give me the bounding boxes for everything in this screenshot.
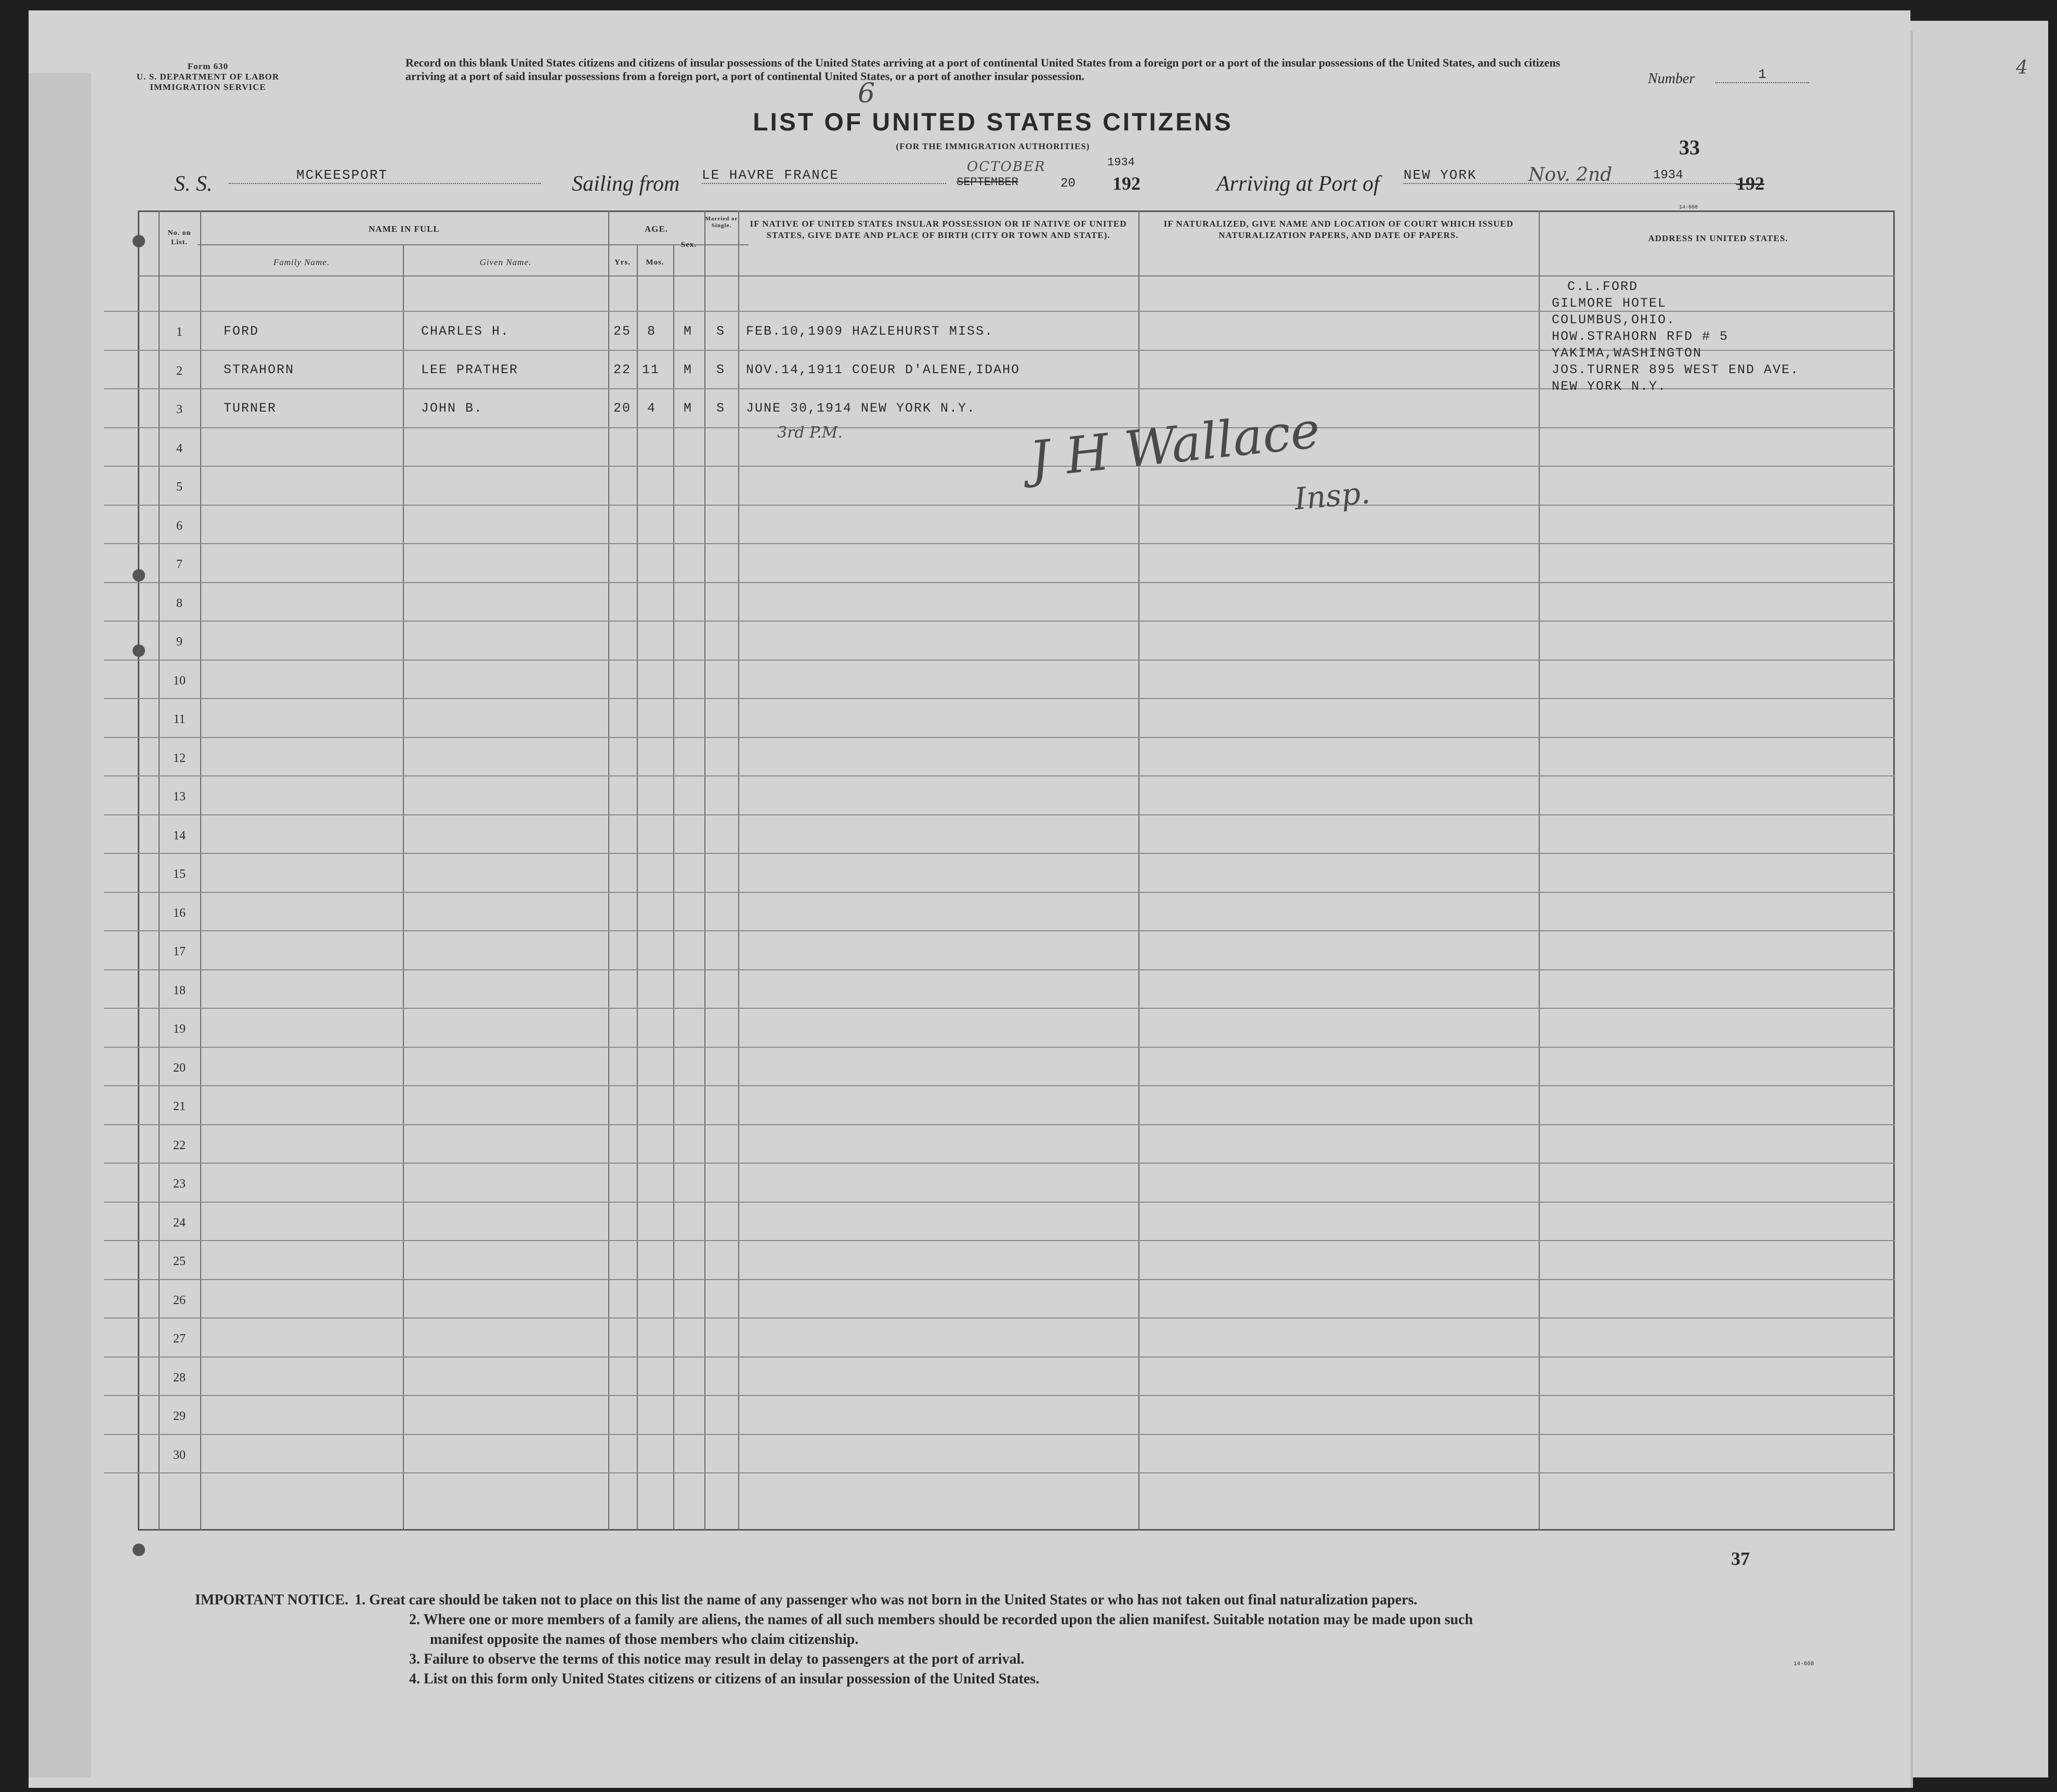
row-line [104,1163,1895,1164]
row-number: 24 [173,1216,186,1230]
notice-item-2: 2. Where one or more members of a family are aliens, the names of all such members should be recorded upon the alien manifest. Suitable notation may be made upon such [409,1612,1473,1628]
row-1-given-name: CHARLES H. [421,324,510,339]
header-yrs: Yrs. [614,258,631,267]
row-number: 30 [173,1448,186,1462]
row-2-family-name: STRAHORN [224,362,295,377]
arrival-year-printed: 192 [1736,173,1764,194]
row-line [104,1395,1895,1396]
handwritten-note: 3rd P.M. [777,424,843,442]
corner-count: 33 [1679,136,1700,159]
row-number: 20 [173,1061,186,1075]
form-code-top: 14-668 [1679,205,1698,210]
row-line [104,1085,1895,1086]
row-number: 25 [173,1255,186,1268]
binding-strip [29,73,91,1777]
row-2-age-years: 22 [613,362,632,377]
row-3-birth: JUNE 30,1914 NEW YORK N.Y. [746,401,976,416]
row-number: 23 [173,1177,186,1191]
inspector-title: Insp. [1293,475,1372,517]
row-line [104,466,1895,467]
notice-item-1: 1. Great care should be taken not to place on this list the name of any passenger who was not born in the United States or who has not taken out final naturalization papers. [355,1592,1418,1608]
row-2-marital-status: S [716,362,726,377]
row-number: 1 [176,325,182,339]
row-number: 12 [173,752,186,765]
row-number: 22 [173,1139,186,1152]
row-line [104,1047,1895,1048]
corner-number: 4 [2016,57,2028,78]
header-name-in-full: NAME IN FULL [369,224,440,234]
notice-heading: IMPORTANT NOTICE. [195,1592,349,1608]
row-number: 19 [173,1022,186,1036]
name-age-subdivider [198,244,749,245]
header-given-name: Given Name. [479,257,532,267]
important-notice [195,1590,1884,1689]
row-line [104,737,1895,738]
address-block [1552,279,1799,395]
header-address: ADDRESS IN UNITED STATES. [1648,233,1788,243]
row-1-sex: M [684,324,693,339]
sailing-year-printed: 192 [1112,173,1141,194]
header-no: No. on List. [167,229,191,246]
page-subtitle: (FOR THE IMMIGRATION AUTHORITIES) [896,141,1090,151]
row-number: 9 [176,635,182,649]
form-number: Form 630 [187,61,229,71]
row-3-age-months: 4 [647,401,657,416]
sailing-year-typed: 1934 [1107,156,1135,169]
row-line [104,1434,1895,1435]
row-2-birth: NOV.14,1911 COEUR D'ALENE,IDAHO [746,362,1020,377]
arrival-date-handwritten: Nov. 2nd [1528,164,1613,186]
row-line [104,930,1895,931]
row-1-marital-status: S [716,324,726,339]
row-line [104,505,1895,506]
row-line [104,814,1895,815]
row-line [104,1008,1895,1009]
row-line [104,1356,1895,1358]
binder-hole [133,235,145,247]
header-sex: Sex. [680,241,697,249]
page-title: LIST OF UNITED STATES CITIZENS [753,109,1233,136]
row-line [104,969,1895,970]
row-number: 11 [173,713,186,726]
binder-hole [133,1544,145,1556]
sailing-month-handwritten: OCTOBER [967,159,1046,175]
address-line: NEW YORK N.Y. [1552,379,1667,394]
arrival-year-typed: 1934 [1653,168,1683,182]
address-line: COLUMBUS,OHIO. [1552,312,1676,327]
row-line [104,1472,1895,1473]
row-3-age-years: 20 [613,401,632,416]
row-line [104,1240,1895,1241]
department: U. S. DEPARTMENT OF LABOR [136,72,280,82]
row-2-age-months: 11 [642,362,660,377]
row-line [104,543,1895,544]
number-label: Number [1648,71,1695,87]
service: IMMIGRATION SERVICE [150,82,266,92]
row-number: 13 [173,790,186,803]
row-number: 21 [173,1100,186,1113]
row-number: 29 [173,1409,186,1423]
row-3-family-name: TURNER [224,401,277,416]
row-number: 14 [173,829,186,842]
sailing-label: Sailing from [572,172,680,196]
row-3-marital-status: S [716,401,726,416]
row-line [104,1202,1895,1203]
header-divider [138,275,1895,276]
row-1-age-months: 8 [647,324,657,339]
sailing-month-struck: SEPTEMBER [957,176,1018,189]
row-line [104,1124,1895,1125]
inspector-signature: J H Wallace [1027,401,1323,489]
address-line: JOS.TURNER 895 WEST END AVE. [1552,362,1800,377]
notice-item-2-cont: manifest opposite the names of those members who claim citizenship. [430,1631,859,1648]
form-code-bottom: 14-668 [1793,1661,1814,1667]
row-number: 7 [176,558,182,571]
row-3-sex: M [684,401,693,416]
row-3-given-name: JOHN B. [421,401,483,416]
row-line [104,1317,1895,1319]
row-number: 4 [176,442,182,455]
address-line: C.L.FORD [1567,279,1639,294]
row-number: 16 [173,906,186,920]
notice-item-4: 4. List on this form only United States citizens or citizens of an insular possession of the United States. [409,1671,1040,1687]
row-line [104,427,1895,428]
number-value: 1 [1715,67,1809,83]
header-naturalized: IF NATURALIZED, GIVE NAME AND LOCATION OF COURT WHICH ISSUED NATURALIZATION PAPERS, AND DATE OF PAPERS. [1163,219,1514,240]
header-birth: IF NATIVE OF UNITED STATES INSULAR POSSESSION OR IF NATIVE OF UNITED STATES, GIVE DATE AND PLACE OF BIRTH (CITY OR TOWN AND STATE). [750,219,1127,240]
row-number: 3 [176,403,182,416]
row-number: 10 [173,674,186,688]
row-line [104,698,1895,699]
sailing-day: 20 [1060,177,1076,191]
row-number: 5 [176,480,182,494]
notice-item-3: 3. Failure to observe the terms of this notice may result in delay to passengers at the port of arrival. [409,1651,1025,1667]
row-line [104,621,1895,622]
sailing-from: LE HAVRE FRANCE [702,167,946,184]
row-number: 28 [173,1371,186,1385]
row-number: 8 [176,597,182,610]
ss-label: S. S. [174,172,213,196]
row-1-age-years: 25 [613,324,632,339]
underlying-sheet [1892,21,2048,1777]
binder-hole [133,569,145,582]
row-number: 17 [173,945,186,958]
passenger-table [138,210,1895,1531]
header-age: AGE. [644,224,669,234]
header-mos: Mos. [646,258,664,267]
binder-hole [133,644,145,657]
header-married-single: Married or Single. [705,216,738,229]
address-line: GILMORE HOTEL [1552,296,1667,311]
row-line [104,582,1895,583]
arriving-port: NEW YORK [1404,167,1736,184]
row-number: 2 [176,364,182,378]
row-number: 6 [176,519,182,533]
row-2-sex: M [684,362,693,377]
row-line [104,775,1895,776]
row-1-birth: FEB.10,1909 HAZLEHURST MISS. [746,324,994,339]
row-number: 15 [173,867,186,881]
arriving-label: Arriving at Port of [1216,172,1380,196]
ship-name: MCKEESPORT [229,167,541,184]
address-line: YAKIMA,WASHINGTON [1552,346,1702,361]
row-line [104,853,1895,854]
row-line [104,892,1895,893]
row-number: 27 [173,1332,186,1346]
address-line: HOW.STRAHORN RFD # 5 [1552,329,1729,344]
page-mark: 6 [858,78,875,109]
row-1-family-name: FORD [224,324,259,339]
form-id-block [130,61,286,93]
row-2-given-name: LEE PRATHER [421,362,519,377]
row-line [104,1279,1895,1280]
row-number: 26 [173,1294,186,1307]
row-line [104,660,1895,661]
row-number: 18 [173,984,186,997]
header-family-name: Family Name. [273,257,330,267]
page-total: 37 [1731,1548,1750,1569]
top-instructions: Record on this blank United States citizens and citizens of insular possessions of the United States arriving at a port of continental United States from a foreign port or a port of the insular possessions of the United States, and such citizens arriving at a port of said insular possessions from a foreign port, a port of continental United States, or a port of another insular possession. [405,56,1561,83]
